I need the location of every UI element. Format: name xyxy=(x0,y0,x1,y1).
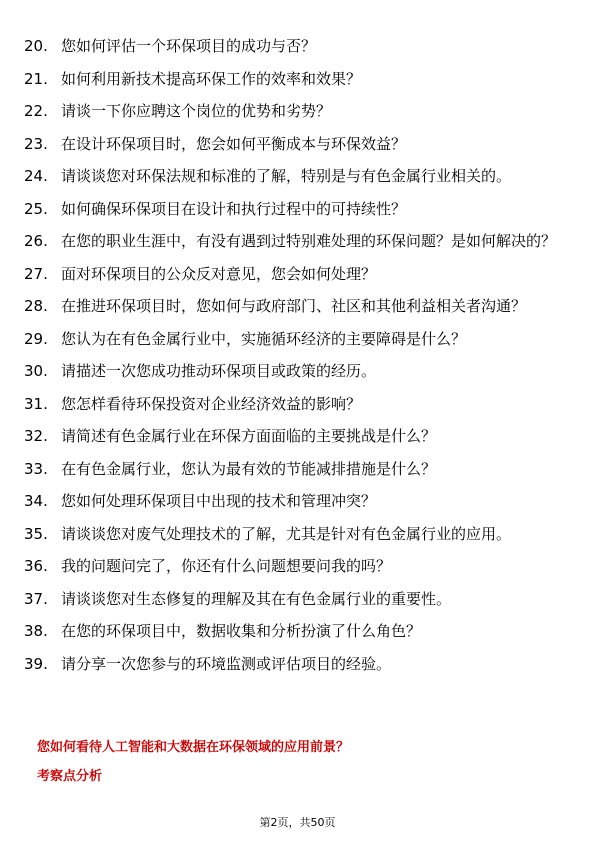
question-number: 29. xyxy=(24,329,48,348)
question-text: 在有色金属行业，您认为最有效的节能减排措施是什么？ xyxy=(61,459,437,478)
question-text: 请谈谈您对生态修复的理解及其在有色金属行业的重要性。 xyxy=(61,589,452,608)
question-number: 36. xyxy=(24,557,48,575)
question-item xyxy=(24,589,564,609)
question-item xyxy=(24,69,564,89)
question-item xyxy=(24,426,564,446)
question-number: 38. xyxy=(24,622,48,640)
question-number: 20. xyxy=(24,37,48,55)
question-item xyxy=(24,231,564,251)
question-item xyxy=(24,621,564,641)
question-item xyxy=(24,329,564,349)
question-item xyxy=(24,264,564,284)
question-item xyxy=(24,36,564,56)
page-footer: 第2页，共50页 xyxy=(259,816,336,829)
question-number: 22. xyxy=(24,102,48,120)
question-number: 39. xyxy=(24,654,48,673)
question-text: 您怎样看待环保投资对企业经济效益的影响？ xyxy=(61,394,362,413)
question-text: 如何利用新技术提高环保工作的效率和效果？ xyxy=(61,69,362,88)
question-number: 35. xyxy=(24,524,48,543)
question-text: 请分享一次您参与的环境监测或评估项目的经验。 xyxy=(61,654,392,673)
question-number: 32. xyxy=(24,427,48,445)
question-item xyxy=(24,394,564,414)
question-text: 您如何评估一个环保项目的成功与否？ xyxy=(61,37,317,55)
question-item xyxy=(24,199,564,219)
question-number: 27. xyxy=(24,264,48,283)
question-number: 28. xyxy=(24,297,48,315)
section-heading: 考察点分析 xyxy=(37,769,103,784)
question-item xyxy=(24,296,564,316)
question-text: 在您的环保项目中，数据收集和分析扮演了什么角色？ xyxy=(61,622,422,640)
question-text: 在您的职业生涯中，有没有遇到过特别难处理的环保问题？是如何解决的？ xyxy=(61,232,557,250)
highlight-question: 您如何看待人工智能和大数据在环保领域的应用前景？ xyxy=(37,740,350,755)
question-number: 30. xyxy=(24,362,48,380)
question-text: 请描述一次您成功推动环保项目或政策的经历。 xyxy=(61,362,377,380)
question-item xyxy=(24,459,564,479)
question-number: 24. xyxy=(24,167,48,185)
question-number: 31. xyxy=(24,394,48,413)
question-text: 您如何处理环保项目中出现的技术和管理冲突？ xyxy=(61,492,377,510)
question-text: 请谈一下你应聘这个岗位的优势和劣势？ xyxy=(61,102,332,120)
question-number: 25. xyxy=(24,199,48,218)
question-item xyxy=(24,524,564,544)
question-number: 37. xyxy=(24,589,48,608)
question-item xyxy=(24,134,564,154)
question-text: 请谈谈您对环保法规和标准的了解，特别是与有色金属行业相关的。 xyxy=(61,167,512,185)
question-text: 您认为在有色金属行业中，实施循环经济的主要障碍是什么？ xyxy=(61,329,467,348)
question-item xyxy=(24,654,564,674)
question-text: 我的问题问完了，你还有什么问题想要问我的吗？ xyxy=(61,557,392,575)
question-item xyxy=(24,491,564,511)
question-text: 请谈谈您对废气处理技术的了解，尤其是针对有色金属行业的应用。 xyxy=(61,524,512,543)
question-number: 23. xyxy=(24,134,48,153)
question-number: 26. xyxy=(24,232,48,250)
question-item xyxy=(24,166,564,186)
question-text: 如何确保环保项目在设计和执行过程中的可持续性？ xyxy=(61,199,407,218)
question-text: 请简述有色金属行业在环保方面面临的主要挑战是什么？ xyxy=(61,427,437,445)
question-item xyxy=(24,361,564,381)
question-number: 34. xyxy=(24,492,48,510)
question-text: 面对环保项目的公众反对意见，您会如何处理？ xyxy=(61,264,377,283)
question-text: 在设计环保项目时，您会如何平衡成本与环保效益？ xyxy=(61,134,407,153)
question-item xyxy=(24,101,564,121)
question-list xyxy=(24,36,564,686)
question-number: 33. xyxy=(24,459,48,478)
question-text: 在推进环保项目时，您如何与政府部门、社区和其他利益相关者沟通？ xyxy=(61,297,527,315)
question-number: 21. xyxy=(24,69,48,88)
question-item xyxy=(24,556,564,576)
